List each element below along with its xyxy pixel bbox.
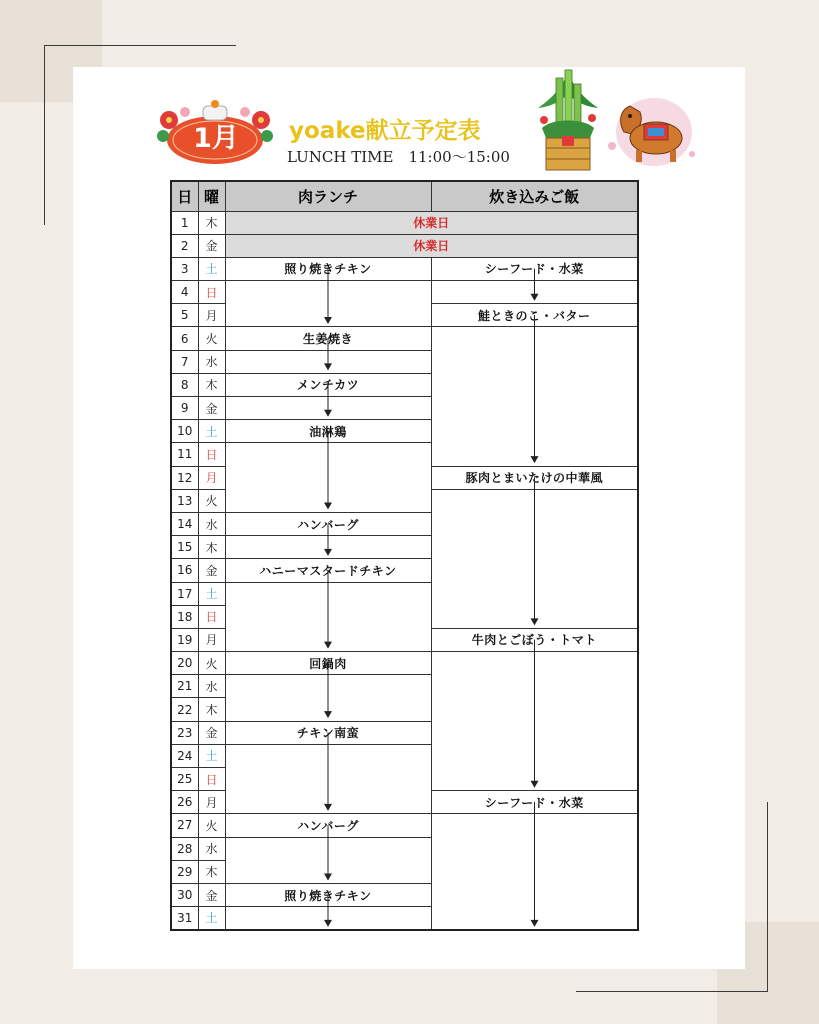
weekday-cell: 土: [198, 907, 225, 930]
meat-continuation-cell: [225, 281, 431, 327]
day-cell: 19: [171, 628, 198, 651]
weekday-cell: 火: [198, 814, 225, 837]
day-cell: 16: [171, 559, 198, 582]
day-cell: 2: [171, 234, 198, 257]
corner-line-bottom-right-v: [767, 802, 768, 992]
day-cell: 7: [171, 350, 198, 373]
weekday-cell: 木: [198, 211, 225, 234]
rice-continuation-cell: [431, 327, 638, 466]
day-cell: 31: [171, 907, 198, 930]
menu-schedule-table: [170, 180, 639, 931]
day-cell: 20: [171, 652, 198, 675]
weekday-cell: 金: [198, 721, 225, 744]
table-row: [171, 281, 638, 304]
day-cell: 10: [171, 420, 198, 443]
horse-toy-icon: [604, 92, 696, 172]
meat-lunch-cell: ハニーマスタードチキン: [225, 559, 431, 582]
weekday-cell: 土: [198, 744, 225, 767]
day-cell: 21: [171, 675, 198, 698]
weekday-cell: 月: [198, 791, 225, 814]
day-cell: 26: [171, 791, 198, 814]
day-cell: 4: [171, 281, 198, 304]
day-cell: 12: [171, 466, 198, 489]
weekday-cell: 土: [198, 257, 225, 280]
meat-lunch-cell: 油淋鶏: [225, 420, 431, 443]
day-cell: 14: [171, 512, 198, 535]
day-cell: 23: [171, 721, 198, 744]
weekday-cell: 金: [198, 234, 225, 257]
column-header-day: 日: [171, 181, 198, 211]
weekday-cell: 水: [198, 512, 225, 535]
day-cell: 8: [171, 373, 198, 396]
day-cell: 3: [171, 257, 198, 280]
table-row: [171, 327, 638, 350]
weekday-cell: 水: [198, 675, 225, 698]
weekday-cell: 火: [198, 489, 225, 512]
weekday-cell: 土: [198, 420, 225, 443]
corner-line-top-left-h: [44, 45, 236, 46]
meat-continuation-cell: [225, 350, 431, 373]
rice-continuation-cell: [431, 814, 638, 930]
corner-line-bottom-right-h: [576, 991, 768, 992]
weekday-cell: 月: [198, 466, 225, 489]
closed-day-cell: 休業日: [225, 234, 638, 257]
closed-day-cell: 休業日: [225, 211, 638, 234]
day-cell: 15: [171, 536, 198, 559]
table-row: [171, 814, 638, 837]
month-label: 1月: [193, 123, 239, 154]
day-cell: 9: [171, 397, 198, 420]
meat-lunch-cell: ハンバーグ: [225, 814, 431, 837]
takikomi-rice-cell: 豚肉とまいたけの中華風: [431, 466, 638, 489]
weekday-cell: 木: [198, 698, 225, 721]
weekday-cell: 日: [198, 768, 225, 791]
meat-lunch-cell: ハンバーグ: [225, 512, 431, 535]
day-cell: 5: [171, 304, 198, 327]
weekday-cell: 木: [198, 373, 225, 396]
meat-continuation-cell: [225, 675, 431, 721]
weekday-cell: 日: [198, 443, 225, 466]
weekday-cell: 土: [198, 582, 225, 605]
column-header-weekday: 曜: [198, 181, 225, 211]
day-cell: 28: [171, 837, 198, 860]
meat-lunch-cell: 回鍋肉: [225, 652, 431, 675]
weekday-cell: 金: [198, 559, 225, 582]
weekday-cell: 木: [198, 860, 225, 883]
meat-continuation-cell: [225, 744, 431, 814]
table-row: [171, 652, 638, 675]
meat-continuation-cell: [225, 837, 431, 883]
meat-continuation-cell: [225, 397, 431, 420]
meat-continuation-cell: [225, 443, 431, 513]
weekday-cell: 火: [198, 327, 225, 350]
lunch-time-subtitle: LUNCH TIME 11:00〜15:00: [287, 148, 510, 166]
day-cell: 18: [171, 605, 198, 628]
weekday-cell: 月: [198, 628, 225, 651]
day-cell: 22: [171, 698, 198, 721]
day-cell: 17: [171, 582, 198, 605]
day-cell: 25: [171, 768, 198, 791]
column-header-meat-lunch: 肉ランチ: [225, 181, 431, 211]
table-header-row: [171, 181, 638, 211]
takikomi-rice-cell: シーフード・水菜: [431, 257, 638, 280]
day-cell: 13: [171, 489, 198, 512]
day-cell: 24: [171, 744, 198, 767]
rice-continuation-cell: [431, 652, 638, 791]
meat-continuation-cell: [225, 582, 431, 652]
weekday-cell: 日: [198, 605, 225, 628]
day-cell: 30: [171, 883, 198, 906]
weekday-cell: 木: [198, 536, 225, 559]
weekday-cell: 火: [198, 652, 225, 675]
page-title: yoake献立予定表: [289, 118, 481, 144]
takikomi-rice-cell: シーフード・水菜: [431, 791, 638, 814]
weekday-cell: 金: [198, 397, 225, 420]
weekday-cell: 月: [198, 304, 225, 327]
takikomi-rice-cell: 鮭ときのこ・バター: [431, 304, 638, 327]
day-cell: 6: [171, 327, 198, 350]
table-row: [171, 211, 638, 234]
rice-continuation-cell: [431, 489, 638, 628]
kadomatsu-icon: [532, 68, 604, 174]
day-cell: 1: [171, 211, 198, 234]
meat-lunch-cell: 照り焼きチキン: [225, 883, 431, 906]
weekday-cell: 水: [198, 350, 225, 373]
day-cell: 27: [171, 814, 198, 837]
weekday-cell: 水: [198, 837, 225, 860]
meat-lunch-cell: 照り焼きチキン: [225, 257, 431, 280]
weekday-cell: 日: [198, 281, 225, 304]
column-header-takikomi-rice: 炊き込みご飯: [431, 181, 638, 211]
day-cell: 11: [171, 443, 198, 466]
corner-line-top-left-v: [44, 45, 45, 225]
meat-lunch-cell: チキン南蛮: [225, 721, 431, 744]
day-cell: 29: [171, 860, 198, 883]
meat-lunch-cell: メンチカツ: [225, 373, 431, 396]
table-row: [171, 257, 638, 280]
table-row: [171, 234, 638, 257]
takikomi-rice-cell: 牛肉とごぼう・トマト: [431, 628, 638, 651]
weekday-cell: 金: [198, 883, 225, 906]
meat-lunch-cell: 生姜焼き: [225, 327, 431, 350]
meat-continuation-cell: [225, 536, 431, 559]
rice-continuation-cell: [431, 281, 638, 304]
meat-continuation-cell: [225, 907, 431, 930]
